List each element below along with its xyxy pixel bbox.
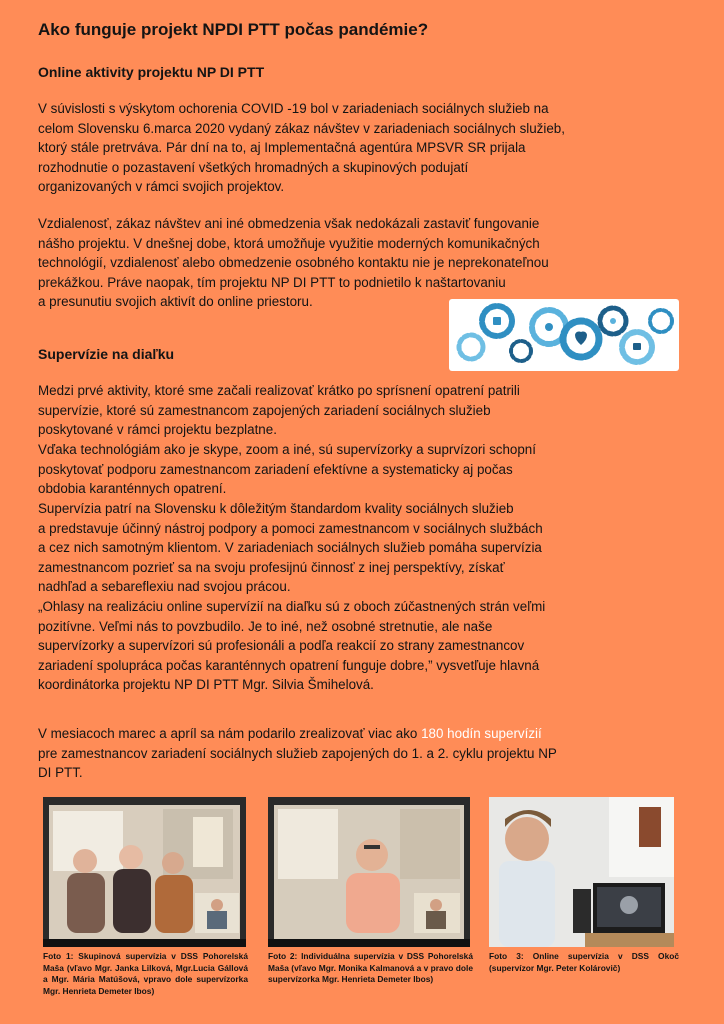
photo-3-caption: Foto 3: Online supervízia v DSS Okoč (supervízor Mgr. Peter Kolárovič) [489, 951, 679, 973]
paragraph-coordinator-quote [38, 597, 686, 695]
photo-online-graphic [489, 797, 674, 947]
paragraph-supervision-standard [38, 499, 686, 597]
text-line: organizovaných v rámci svojich projektov. [38, 179, 285, 195]
text-span: V mesiacoch marec a apríl sa nám podarilo zrealizovať viac ako [38, 726, 422, 741]
text-line: a predstavuje účinný nástroj podpory a pomoci zamestnancom v sociálnych službách [38, 520, 543, 536]
heart-icon [575, 331, 587, 345]
text-line: V súvislosti s výskytom ochorenia COVID -19 bol v zariadeniach sociálnych služieb na [38, 101, 549, 116]
paragraph-covid-context [38, 99, 686, 197]
text-line [38, 724, 686, 744]
text-line: supervízie, ktoré sú zamestnancom zapojených zariadení sociálnych služieb [38, 402, 491, 418]
photo-online-supervision [489, 797, 674, 947]
text-line: poskytovať podporu zamestnancom zariadení efektívne a systematicky aj počas [38, 461, 513, 477]
person-icon [545, 323, 553, 331]
text-line: pozitívne. Veľmi nás to povzbudilo. Je to iné, než osobné stretnutie, ale naše [38, 618, 493, 634]
text-line: pre zamestnancov zariadení sociálnych služieb zapojených do 1. a 2. cyklu projektu NP [38, 745, 557, 761]
text-line: rozhodnutie o pozastavení všetkých hromadných a skupinových podujatí [38, 159, 469, 175]
gear-icon [650, 310, 672, 332]
highlight-hours: 180 hodín supervízií [421, 726, 542, 741]
text-line: DI PTT. [38, 765, 83, 781]
photo-1-caption: Foto 1: Skupinová supervízia v DSS Pohorelská Maša (vľavo Mgr. Janka Lilková, Mgr.Lucia Gállová a Mgr. Mária Matúšová, vpravo dole supervízorka Mgr. Henrieta Demeter Ibos) [43, 951, 248, 996]
text-line: zariadení spolupráca počas karanténnych opatrení funguje dobre,” vysvetľuje hlavná [38, 657, 540, 673]
paragraph-distance-no-obstacle [38, 214, 686, 312]
text-line: celom Slovensku 6.marca 2020 vydaný zákaz návštev v zariadeniach sociálnych služieb, [38, 120, 565, 136]
text-line: „Ohlasy na realizáciu online supervízií na diaľku sú z oboch zúčastnených strán veľmi [38, 599, 546, 614]
photo-2-caption: Foto 2: Individuálna supervízia v DSS Pohorelská Maša (vľavo Mgr. Monika Kalmanová a v pravo dole supervízorka Mgr. Henrieta Demeter Ibos) [268, 951, 473, 984]
page-title: Ako funguje projekt NPDI PTT počas pandémie? [38, 20, 429, 39]
paragraph-first-activities [38, 381, 686, 440]
text-line: ktorý stále pretrváva. Pár dní na to, aj Implementačná agentúra MPSVR SR prijala [38, 140, 526, 156]
section-heading-online-activities: Online aktivity projektu NP DI PTT [38, 64, 265, 80]
at-sign-icon [610, 318, 616, 324]
text-line: Vďaka technológiám ako je skype, zoom a iné, sú supervízorky a suprvízori schopní [38, 442, 536, 457]
screen-icon [493, 317, 501, 325]
text-line: a cez nich samotným klientom. V zariadeniach sociálnych služieb pomáha supervízia [38, 540, 542, 556]
paragraph-supervision-hours [38, 724, 686, 783]
text-line: zamestnancom pozrieť sa na svoju profesijnú činnosť z inej perspektívy, získať [38, 559, 505, 575]
photo-individual-supervision [268, 797, 470, 947]
text-line: nášho projektu. V dnešnej dobe, ktorá umožňuje využitie moderných komunikačných [38, 235, 540, 251]
text-line: koordinátorka projektu NP DI PTT Mgr. Silvia Šmihelová. [38, 677, 374, 693]
text-line: a presunutiu svojich aktivít do online priestoru. [38, 294, 313, 310]
text-line: prekážkou. Práve naopak, tím projektu NP DI PTT to podnietilo k naštartovaniu [38, 274, 506, 290]
text-line: obdobia karanténnych opatrení. [38, 481, 227, 497]
text-line: Vzdialenosť, zákaz návštev ani iné obmedzenia však nedokázali zastaviť fungovanie [38, 216, 540, 231]
photo-individual-graphic [268, 797, 470, 947]
text-line: technológií, vzdialenosť alebo obmedzenie osobného kontaktu nie je neprekonateľnou [38, 255, 549, 271]
section-heading-remote-supervision: Supervízie na diaľku [38, 346, 175, 362]
photo-group-graphic [43, 797, 246, 947]
photo-group-supervision [43, 797, 246, 947]
paragraph-technologies [38, 440, 686, 499]
text-line: supervízorky a supervízori sú profesionáli a podľa reakcií zo strany zamestnancov [38, 638, 525, 654]
text-line: poskytované v rámci projektu bezplatne. [38, 422, 277, 438]
text-line: Medzi prvé aktivity, ktoré sme začali realizovať krátko po sprísnení opatrení patrili [38, 383, 520, 398]
text-line: nadhľad a sebareflexiu nad svojou prácou. [38, 579, 291, 595]
text-line: Supervízia patrí na Slovensku k dôležitým štandardom kvality sociálnych služieb [38, 501, 514, 516]
